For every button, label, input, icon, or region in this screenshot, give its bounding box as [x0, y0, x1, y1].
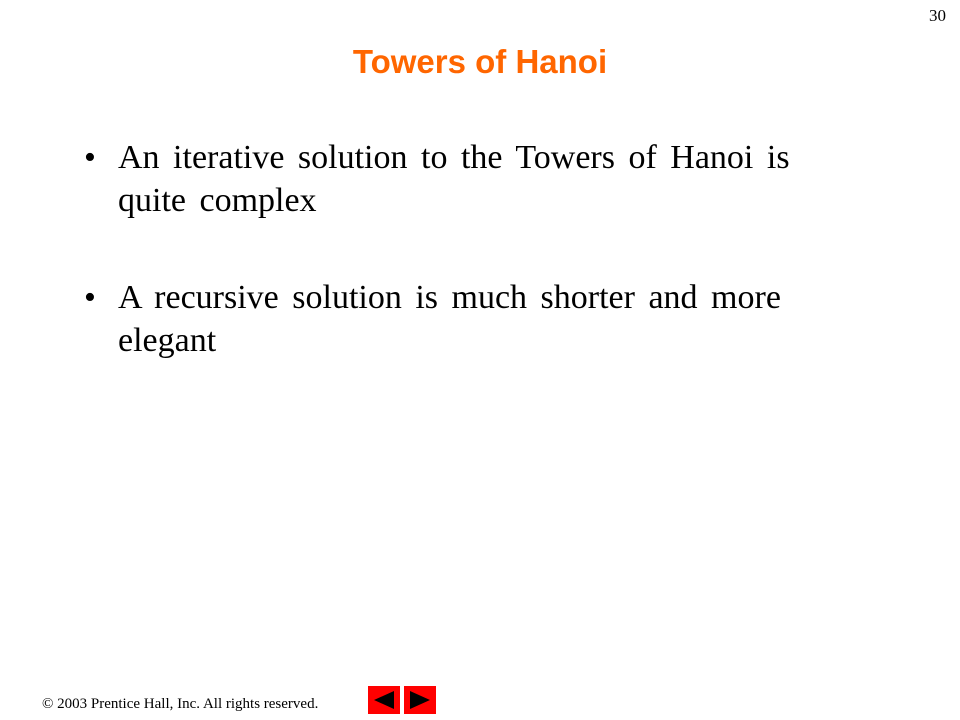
right-arrow-icon [408, 690, 432, 710]
previous-slide-button[interactable] [368, 686, 400, 714]
next-slide-button[interactable] [404, 686, 436, 714]
copyright-footer: © 2003 Prentice Hall, Inc. All rights reserved. [42, 696, 319, 712]
bullet-text: An iterative solution to the Towers of Hanoi is quite complex [118, 139, 790, 219]
slide-title: Towers of Hanoi [352, 43, 608, 80]
left-arrow-icon [372, 690, 396, 710]
slide-navigation [368, 686, 436, 714]
bullet-list [84, 136, 844, 362]
bullet-marker: • [84, 279, 96, 316]
page-number: 30 [929, 6, 946, 25]
bullet-item-recursive [84, 276, 844, 362]
bullet-marker: • [84, 139, 96, 176]
bullet-text: A recursive solution is much shorter and more elegant [118, 279, 781, 359]
bullet-item-iterative [84, 136, 844, 222]
